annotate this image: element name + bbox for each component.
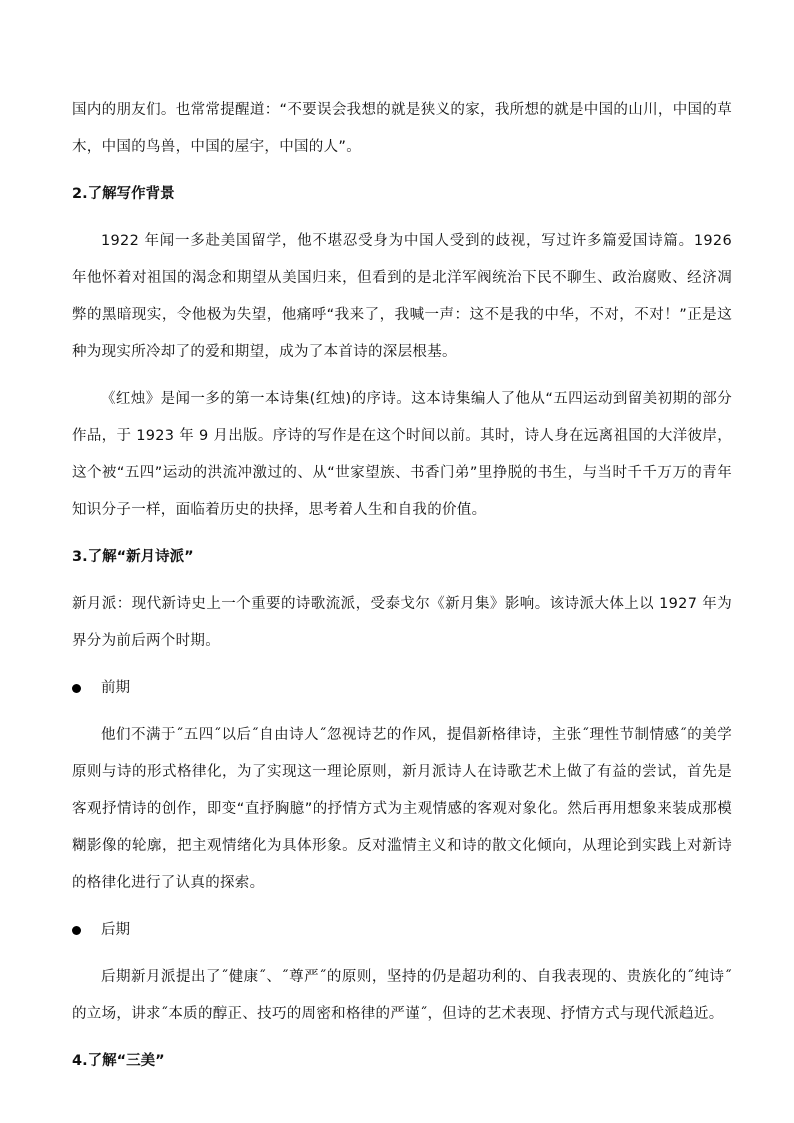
section-heading-writing-background: 2.了解写作背景 xyxy=(72,186,175,202)
bullet-dot-icon xyxy=(72,926,81,935)
paragraph-background-1: 1922 年闻一多赴美国留学，他不堪忍受身为中国人受到的歧视，写过许多篇爱国诗篇。1926 年他怀着对祖国的渴念和期望从美国归来，但看到的是北洋军阀统治下民不聊生、政治腐败、经济凋弊的黑暗现实，令他极为失望，他痛呼“我来了，我喊一声：这不是我的中华，不对，不对！”正是这种为现实所冷却了的爱和期望，成为了本首诗的深层根基。 xyxy=(72,233,732,360)
paragraph-late-period: 后期新月派提出了˝健康˝、˝尊严˝的原则，坚持的仍是超功利的、自我表现的、贵族化的˝纯诗˝的立场，讲求˝本质的醇正、技巧的周密和格律的严谨˝，但诗的艺术表现、抒情方式与现代派趋近。 xyxy=(72,969,732,1022)
paragraph-intro-continued: 国内的朋友们。也常常提醒道：“不要误会我想的就是狭义的家，我所想的就是中国的山川，中国的草木，中国的鸟兽，中国的屋宇，中国的人”。 xyxy=(72,102,732,155)
section-heading-crescent-school: 3.了解“新月诗派” xyxy=(72,549,194,565)
paragraph-background-2: 《红烛》是闻一多的第一本诗集(红烛)的序诗。这本诗集编人了他从“五四运动到留美初期的部分作品，于 1923 年 9 月出版。序诗的写作是在这个时间以前。其时，诗人身在远离祖国的大洋彼岸，这个被“五四”运动的洪流冲激过的、从“世家望族、书香门弟”里挣脱的书生，与当时千千万万的青年知识分子一样，面临着历史的抉择，思考着人生和自我的价值。 xyxy=(72,391,732,518)
section-heading-three-beauties: 4.了解“三美” xyxy=(72,1053,165,1069)
paragraph-crescent-definition: 新月派：现代新诗史上一个重要的诗歌流派，受泰戈尔《新月集》影响。该诗派大体上以 1927 年为界分为前后两个时期。 xyxy=(72,596,732,649)
bullet-label-late: 后期 xyxy=(101,922,130,938)
bullet-item-early-period xyxy=(72,670,732,707)
bullet-label-early: 前期 xyxy=(101,680,130,696)
bullet-dot-icon xyxy=(72,684,81,693)
paragraph-early-period: 他们不满于˝五四˝以后˝自由诗人˝忽视诗艺的作风，提倡新格律诗，主张˝理性节制情感˝的美学原则与诗的形式格律化，为了实现这一理论原则，新月派诗人在诗歌艺术上做了有益的尝试，首先是客观抒情诗的创作，即变“直抒胸臆”的抒情方式为主观情感的客观对象化。然后再用想象来装成那模糊影像的轮廓，把主观情绪化为具体形象。反对滥情主义和诗的散文化倾向，从理论到实践上对新诗的格律化进行了认真的探索。 xyxy=(72,727,732,891)
document-page xyxy=(72,92,732,1090)
bullet-item-late-period xyxy=(72,912,732,949)
